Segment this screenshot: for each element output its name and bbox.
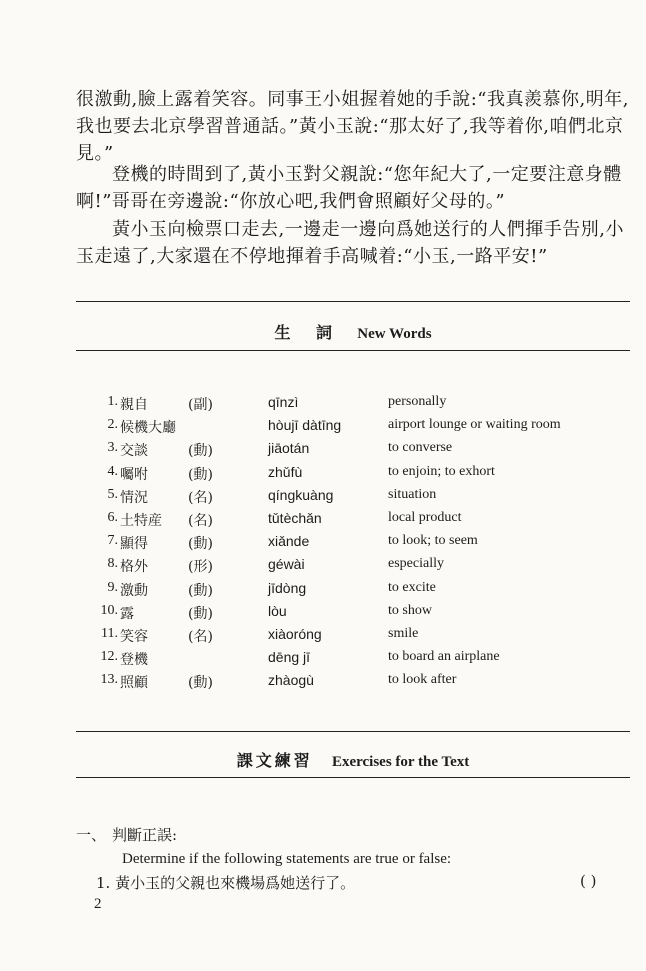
vocab-pinyin: jiāotán [268,440,310,457]
vocab-pinyin: xiǎnde [268,533,310,550]
vocab-english: to excite [388,579,436,595]
new-words-heading-english: New Words [357,326,432,342]
vocab-number: 5. [107,486,118,502]
vocab-number: 7. [107,533,118,549]
vocab-part-of-speech: (動) [188,536,213,553]
vocab-number: 1. [107,394,118,409]
vocab-number: 8. [107,556,118,572]
vocabulary-row [76,394,630,417]
vocabulary-row [76,626,630,649]
vocab-characters: 笑容 [120,628,148,645]
vocabulary-row [76,649,630,672]
vocabulary-row [76,603,630,626]
vocabulary-row [76,672,630,695]
vocab-characters: 交談 [120,443,148,460]
exercises-heading [76,748,630,771]
vocab-pinyin: xiàoróng [268,625,322,642]
vocab-characters: 土特産 [120,512,162,529]
vocab-english: to enjoin; to exhort [388,463,495,479]
vocab-english: personally [388,394,447,409]
vocabulary-row [76,533,630,556]
page-number: 2 [94,896,102,912]
vocab-english: local product [388,509,462,525]
vocabulary-row [76,440,630,463]
vocab-number: 10. [100,602,118,618]
vocab-english: smile [388,625,419,641]
vocab-pinyin: géwài [268,556,305,573]
vocab-part-of-speech: (形) [188,559,213,576]
vocabulary-row [76,580,630,603]
vocab-part-of-speech: (名) [188,628,213,645]
vocab-pinyin: zhǔfù [268,463,303,480]
vocab-part-of-speech: (動) [188,582,213,599]
story-paragraph-3: 黃小玉向檢票口走去,一邊走一邊向爲她送行的人們揮手告別,小玉走遠了,大家還在不停地揮着手高喊着:“小玉,一路平安!” [76,219,624,267]
section-rule-top [76,301,630,302]
vocab-english: to look after [388,672,457,688]
vocab-english: situation [388,486,437,502]
vocabulary-row [76,417,630,440]
vocab-characters: 激動 [120,582,148,599]
vocab-characters: 格外 [120,559,148,576]
vocab-number: 9. [107,579,118,595]
exercise-1-question-1: 1. 黃小玉的父親也來機場爲她送行了。 [96,874,356,892]
vocab-part-of-speech: (名) [188,489,213,506]
vocab-number: 11. [101,625,118,641]
vocabulary-row [76,487,630,510]
vocab-characters: 照顧 [120,675,148,692]
vocab-number: 12. [100,649,118,665]
vocab-part-of-speech: (動) [188,443,213,460]
vocab-pinyin: zhàogù [268,672,314,689]
exercises-heading-english: Exercises for the Text [331,754,470,770]
vocab-characters: 顯得 [120,536,148,553]
section-rule-bottom [76,350,630,351]
vocabulary-row [76,556,630,579]
vocabulary-row [76,510,630,533]
vocab-part-of-speech: (動) [188,605,213,622]
vocab-part-of-speech: (名) [188,512,213,529]
vocab-english: airport lounge or waiting room [388,417,561,433]
vocab-characters: 親自 [120,397,148,413]
vocab-pinyin: dēng jī [268,649,311,666]
vocab-pinyin: tǔtèchǎn [268,509,322,526]
new-words-heading [76,320,630,343]
vocabulary-row [76,464,630,487]
vocab-characters: 候機大廳 [120,420,176,437]
vocab-english: to converse [388,440,453,456]
new-words-heading-chinese: 生 詞 [274,323,343,342]
vocab-characters: 露 [120,605,134,622]
exercise-1-title-text: 判斷正誤: [112,826,178,844]
answer-blank: ( ) [580,872,597,890]
vocab-number: 13. [100,672,118,688]
vocab-english: especially [388,556,444,572]
vocab-english: to board an airplane [388,649,500,665]
vocab-characters: 情況 [120,489,148,506]
vocab-part-of-speech: (動) [188,466,213,483]
exercise-1-title [76,824,177,845]
vocab-number: 2. [107,417,118,433]
vocab-pinyin: jīdòng [268,579,307,596]
exercise-1-number: 一、 [76,826,107,844]
vocab-characters: 囑咐 [120,466,148,483]
vocab-number: 3. [107,440,118,456]
vocab-number: 4. [107,463,118,479]
story-paragraph-1: 很激動,臉上露着笑容。同事王小姐握着她的手說:“我真羨慕你,明年,我也要去北京學習普通話。”黃小玉說:“那太好了,我等着你,咱們北京見。” [76,89,629,164]
vocab-english: to show [388,602,432,618]
exercises-heading-chinese: 課文練習 [236,751,313,770]
vocab-pinyin: lòu [268,602,287,619]
vocab-pinyin: hòujī dàtīng [268,417,342,434]
vocab-part-of-speech: (副) [188,397,213,413]
exercise-rule-bottom [76,777,630,778]
story-paragraph-2: 登機的時間到了,黃小玉對父親說:“您年紀大了,一定要注意身體啊!”哥哥在旁邊說:“你放心吧,我們會照顧好父母的。” [76,164,622,212]
exercise-1-instruction: Determine if the following statements are true or false: [122,851,452,867]
vocab-english: to look; to seem [388,533,478,549]
vocab-characters: 登機 [120,652,148,669]
vocabulary-list [76,394,630,695]
vocab-number: 6. [107,509,118,525]
vocab-part-of-speech: (動) [188,675,213,692]
exercise-rule-top [76,731,630,732]
vocab-pinyin: qīnzì [268,394,299,410]
vocab-pinyin: qíngkuàng [268,486,334,503]
